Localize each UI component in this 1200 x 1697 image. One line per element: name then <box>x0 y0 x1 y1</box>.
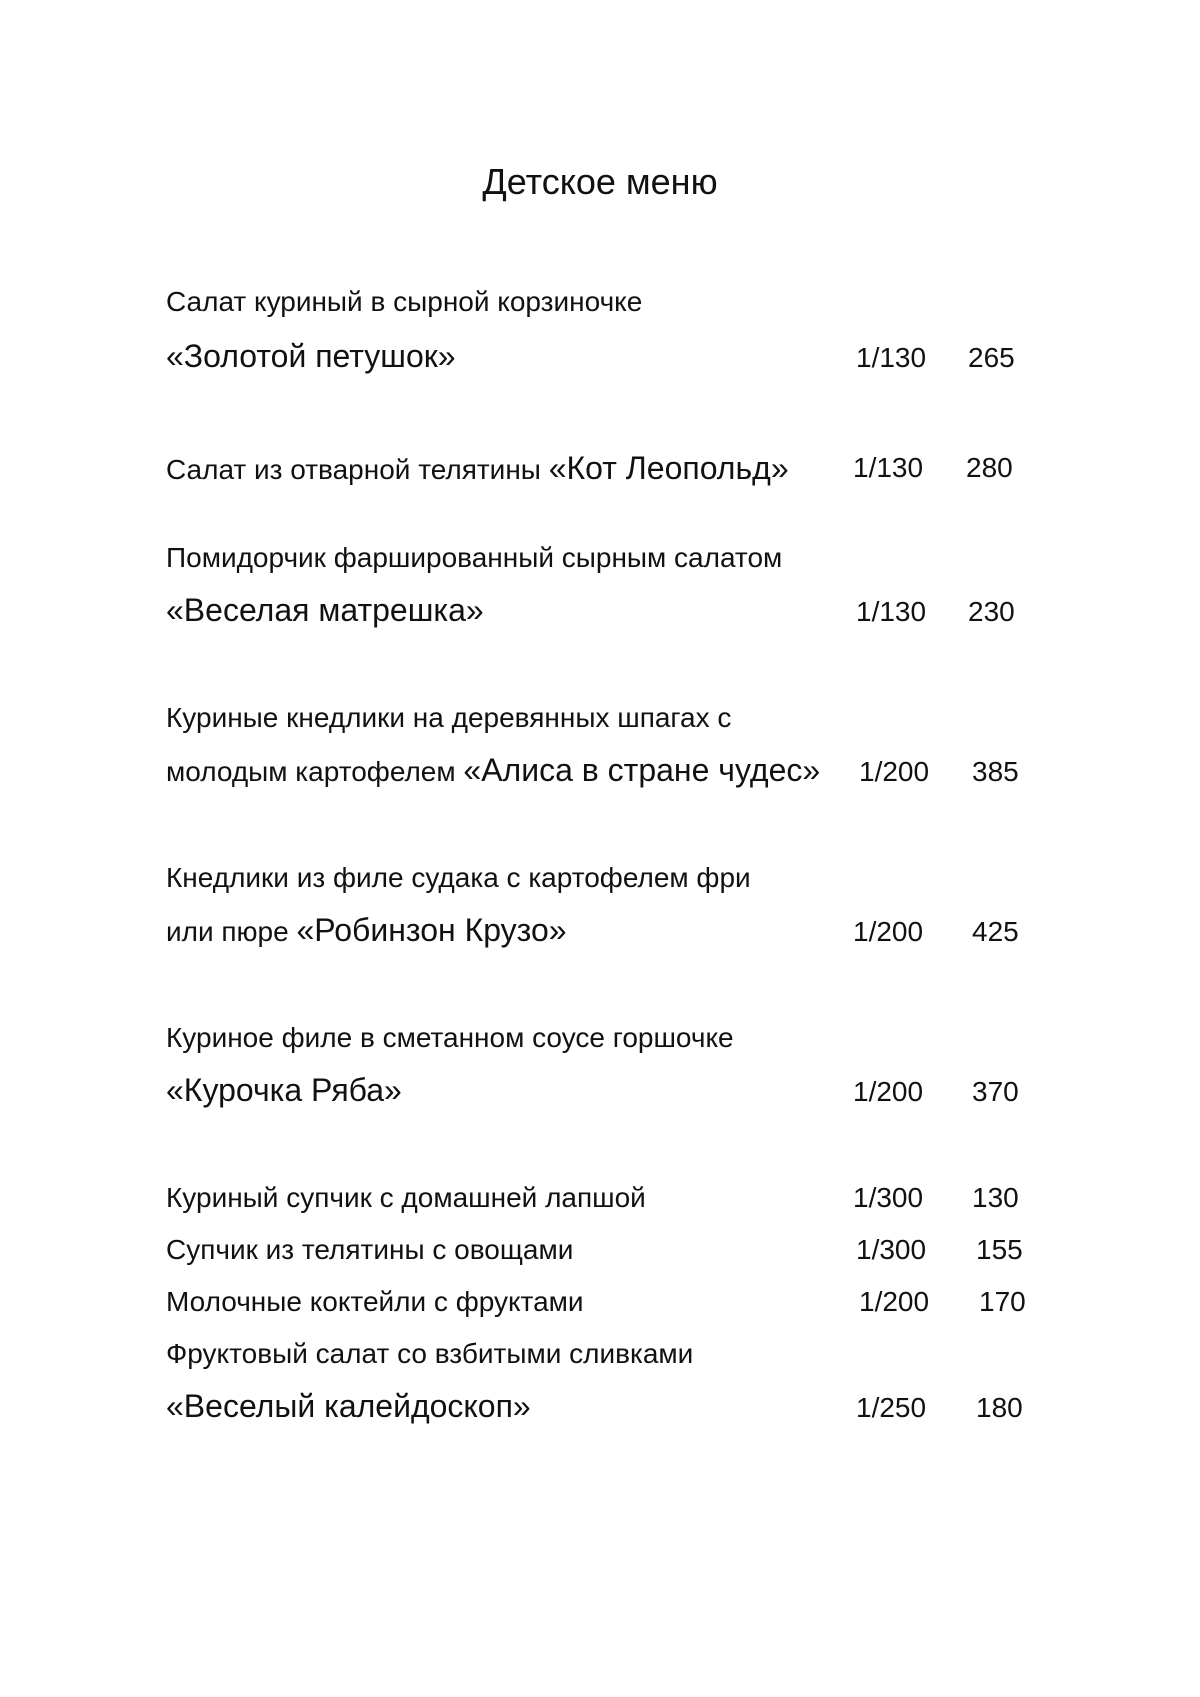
menu-item-price: 180 <box>976 1392 1023 1423</box>
menu-item-weight: 1/200 <box>853 916 924 947</box>
menu-item-price: 265 <box>968 342 1015 373</box>
menu-item-description: Куриные кнедлики на деревянных шпагах с <box>166 702 732 733</box>
menu-item-name: «Золотой петушок» <box>166 338 456 374</box>
menu-item-price: 155 <box>976 1234 1023 1265</box>
menu-item-description: Салат куриный в сырной корзиночке <box>166 286 643 317</box>
menu-item-price: 280 <box>966 452 1013 483</box>
menu-item-description: Кнедлики из филе судака с картофелем фри <box>166 862 751 893</box>
menu-item-description: Куриное филе в сметанном соусе горшочке <box>166 1022 734 1053</box>
menu-item-name: «Курочка Ряба» <box>166 1072 402 1108</box>
menu-item-name: «Веселая матрешка» <box>166 592 484 628</box>
menu-item-name: «Алиса в стране чудес» <box>463 752 821 788</box>
page-title: Детское меню <box>482 161 718 202</box>
menu-item-prefix: Салат из отварной телятины <box>166 454 549 485</box>
menu-item-description: Куриный супчик с домашней лапшой <box>166 1182 646 1213</box>
menu-item-weight: 1/130 <box>853 452 924 483</box>
menu-item-weight: 1/200 <box>859 756 930 787</box>
menu-item-description: Молочные коктейли с фруктами <box>166 1286 584 1317</box>
menu-item-description <box>166 752 820 790</box>
menu-item-name: «Кот Леопольд» <box>548 450 789 486</box>
menu-item-description: Супчик из телятины с овощами <box>166 1234 574 1265</box>
menu-item-description: Фруктовый салат со взбитыми сливками <box>166 1338 694 1369</box>
menu-item-price: 425 <box>972 916 1019 947</box>
menu-item-description: Помидорчик фаршированный сырным салатом <box>166 542 783 573</box>
menu-item-name: «Веселый калейдоскоп» <box>166 1388 531 1424</box>
menu-item-price: 230 <box>968 596 1015 627</box>
menu-item-name: «Робинзон Крузо» <box>296 912 567 948</box>
menu-item-weight: 1/200 <box>853 1076 924 1107</box>
menu-item-price: 370 <box>972 1076 1019 1107</box>
menu-item-weight: 1/130 <box>856 596 927 627</box>
menu-item-weight: 1/250 <box>856 1392 927 1423</box>
menu-item-weight: 1/300 <box>853 1182 924 1213</box>
menu-item-price: 130 <box>972 1182 1019 1213</box>
menu-item-price: 170 <box>979 1286 1026 1317</box>
menu-item-weight: 1/300 <box>856 1234 927 1265</box>
menu-item-description <box>166 912 567 950</box>
menu-item-price: 385 <box>972 756 1019 787</box>
menu-item-prefix: или пюре <box>166 916 297 947</box>
menu-item-description <box>166 450 789 488</box>
menu-item-weight: 1/200 <box>859 1286 930 1317</box>
menu-item-weight: 1/130 <box>856 342 927 373</box>
menu-item-prefix: молодым картофелем <box>166 756 464 787</box>
